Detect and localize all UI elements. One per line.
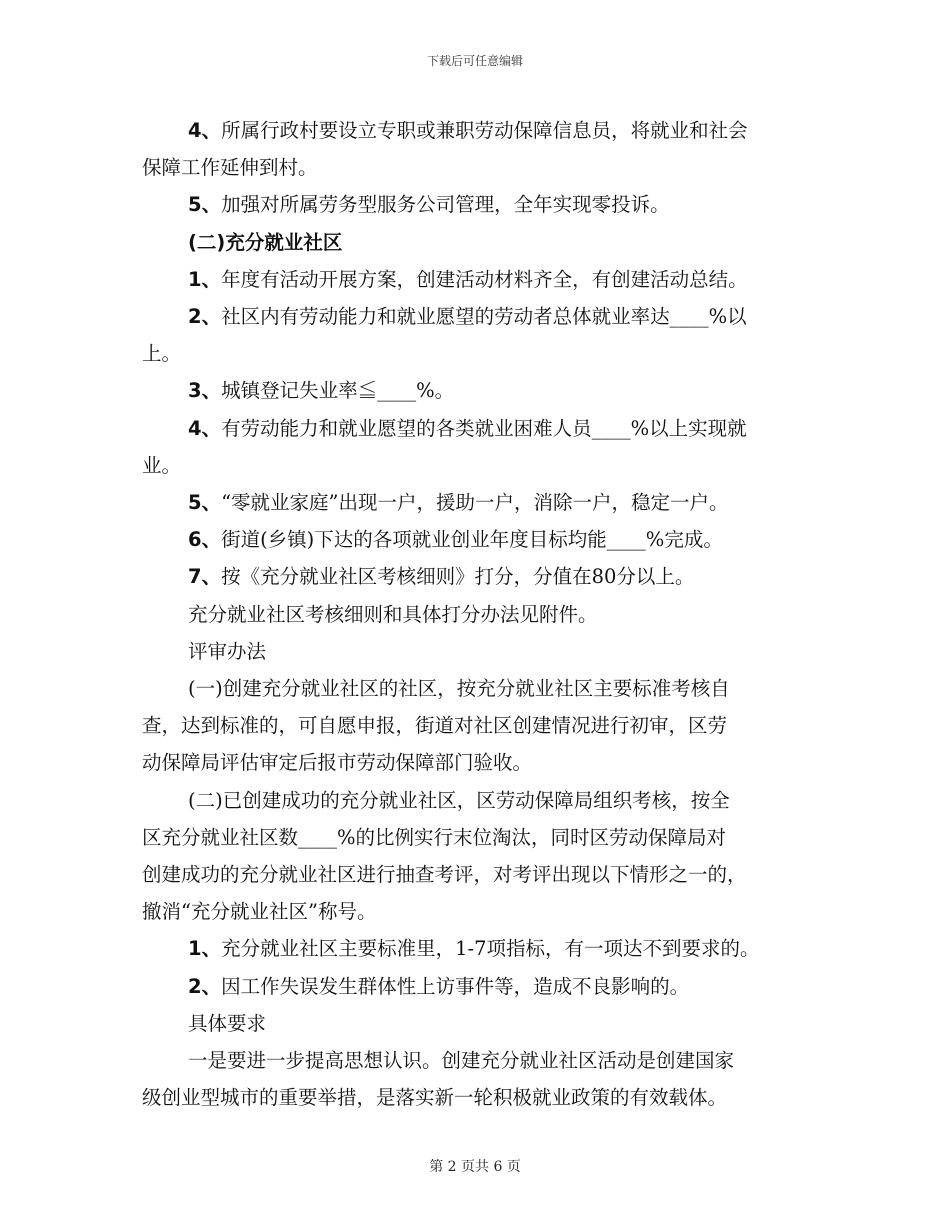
text-line: 业。 [142,453,182,477]
list-number: 1、 [188,267,222,291]
list-text: 所属行政村要设立专职或兼职劳动保障信息员，将就业和社会 [221,119,748,142]
list-number: 3、 [188,379,222,403]
text-line: 级创业型城市的重要举措，是落实新一轮积极就业政策的有效载体。 [142,1086,728,1110]
text-line: 区充分就业社区数____%的比例实行末位淘汰，同时区劳动保障局对 [142,825,727,849]
section-heading: (二)充分就业社区 [188,230,343,254]
text-line: (一)创建充分就业社区的社区，按充分就业社区主要标准考核自 [188,677,730,701]
text-line [142,968,814,1005]
list-number: 1、 [188,937,222,961]
text-line [142,372,814,409]
text-line [142,112,814,149]
text-line [142,558,814,595]
text-line [142,298,814,335]
list-text: 加强对所属劳务型服务公司管理，全年实现零投诉。 [221,193,670,217]
text-line: 上。 [142,342,182,366]
list-text: 街道(乡镇)下达的各项就业创业年度目标均能____%完成。 [221,528,723,552]
text-line [142,930,814,967]
list-number: 4、 [188,416,222,440]
text-line: 保障工作延伸到村。 [142,156,318,180]
list-number: 6、 [188,528,222,552]
list-text: 社区内有劳动能力和就业愿望的劳动者总体就业率达____%以 [221,305,747,329]
text-line: 动保障局评估审定后报市劳动保障部门验收。 [142,751,533,775]
list-number: 2、 [188,974,222,998]
list-text: 年度有活动开展方案，创建活动材料齐全，有创建活动总结。 [221,267,748,291]
text-line [142,410,814,447]
text-line [142,521,814,558]
list-number: 7、 [188,565,222,589]
page-header: 下载后可任意编辑 [426,54,523,68]
list-number: 2、 [188,305,222,329]
list-text: 城镇登记失业率≦____%。 [221,379,455,403]
document-body [142,112,814,1116]
list-text: 有劳动能力和就业愿望的各类就业困难人员____%以上实现就 [221,416,747,440]
list-text: 按《充分就业社区考核细则》打分，分值在80分以上。 [221,565,695,589]
text-line: 一是要进一步提高思想认识。创建充分就业社区活动是创建国家 [188,1049,735,1073]
text-line [142,186,814,223]
text-line [142,484,814,521]
list-text: 因工作失误发生群体性上访事件等，造成不良影响的。 [221,974,690,998]
text-line: 评审办法 [188,639,267,663]
list-number: 5、 [188,491,222,515]
list-text: 充分就业社区主要标准里，1-7项指标，有一项达不到要求的。 [221,937,760,961]
text-line: 撤消“充分就业社区”称号。 [142,900,377,924]
list-number: 5、 [188,193,222,217]
text-line: 查，达到标准的，可自愿申报，街道对社区创建情况进行初审，区劳 [142,714,728,738]
list-text: “零就业家庭”出现一户，援助一户，消除一户，稳定一户。 [221,491,729,515]
text-line [142,261,814,298]
text-line: (二)已创建成功的充分就业社区，区劳动保障局组织考核，按全 [188,788,730,812]
list-number: 4、 [188,119,222,142]
text-line: 创建成功的充分就业社区进行抽查考评，对考评出现以下情形之一的， [142,863,747,887]
page-footer: 第 2 页共 6 页 [429,1159,521,1175]
text-line: 具体要求 [188,1011,267,1035]
text-line: 充分就业社区考核细则和具体打分办法见附件。 [188,602,598,626]
